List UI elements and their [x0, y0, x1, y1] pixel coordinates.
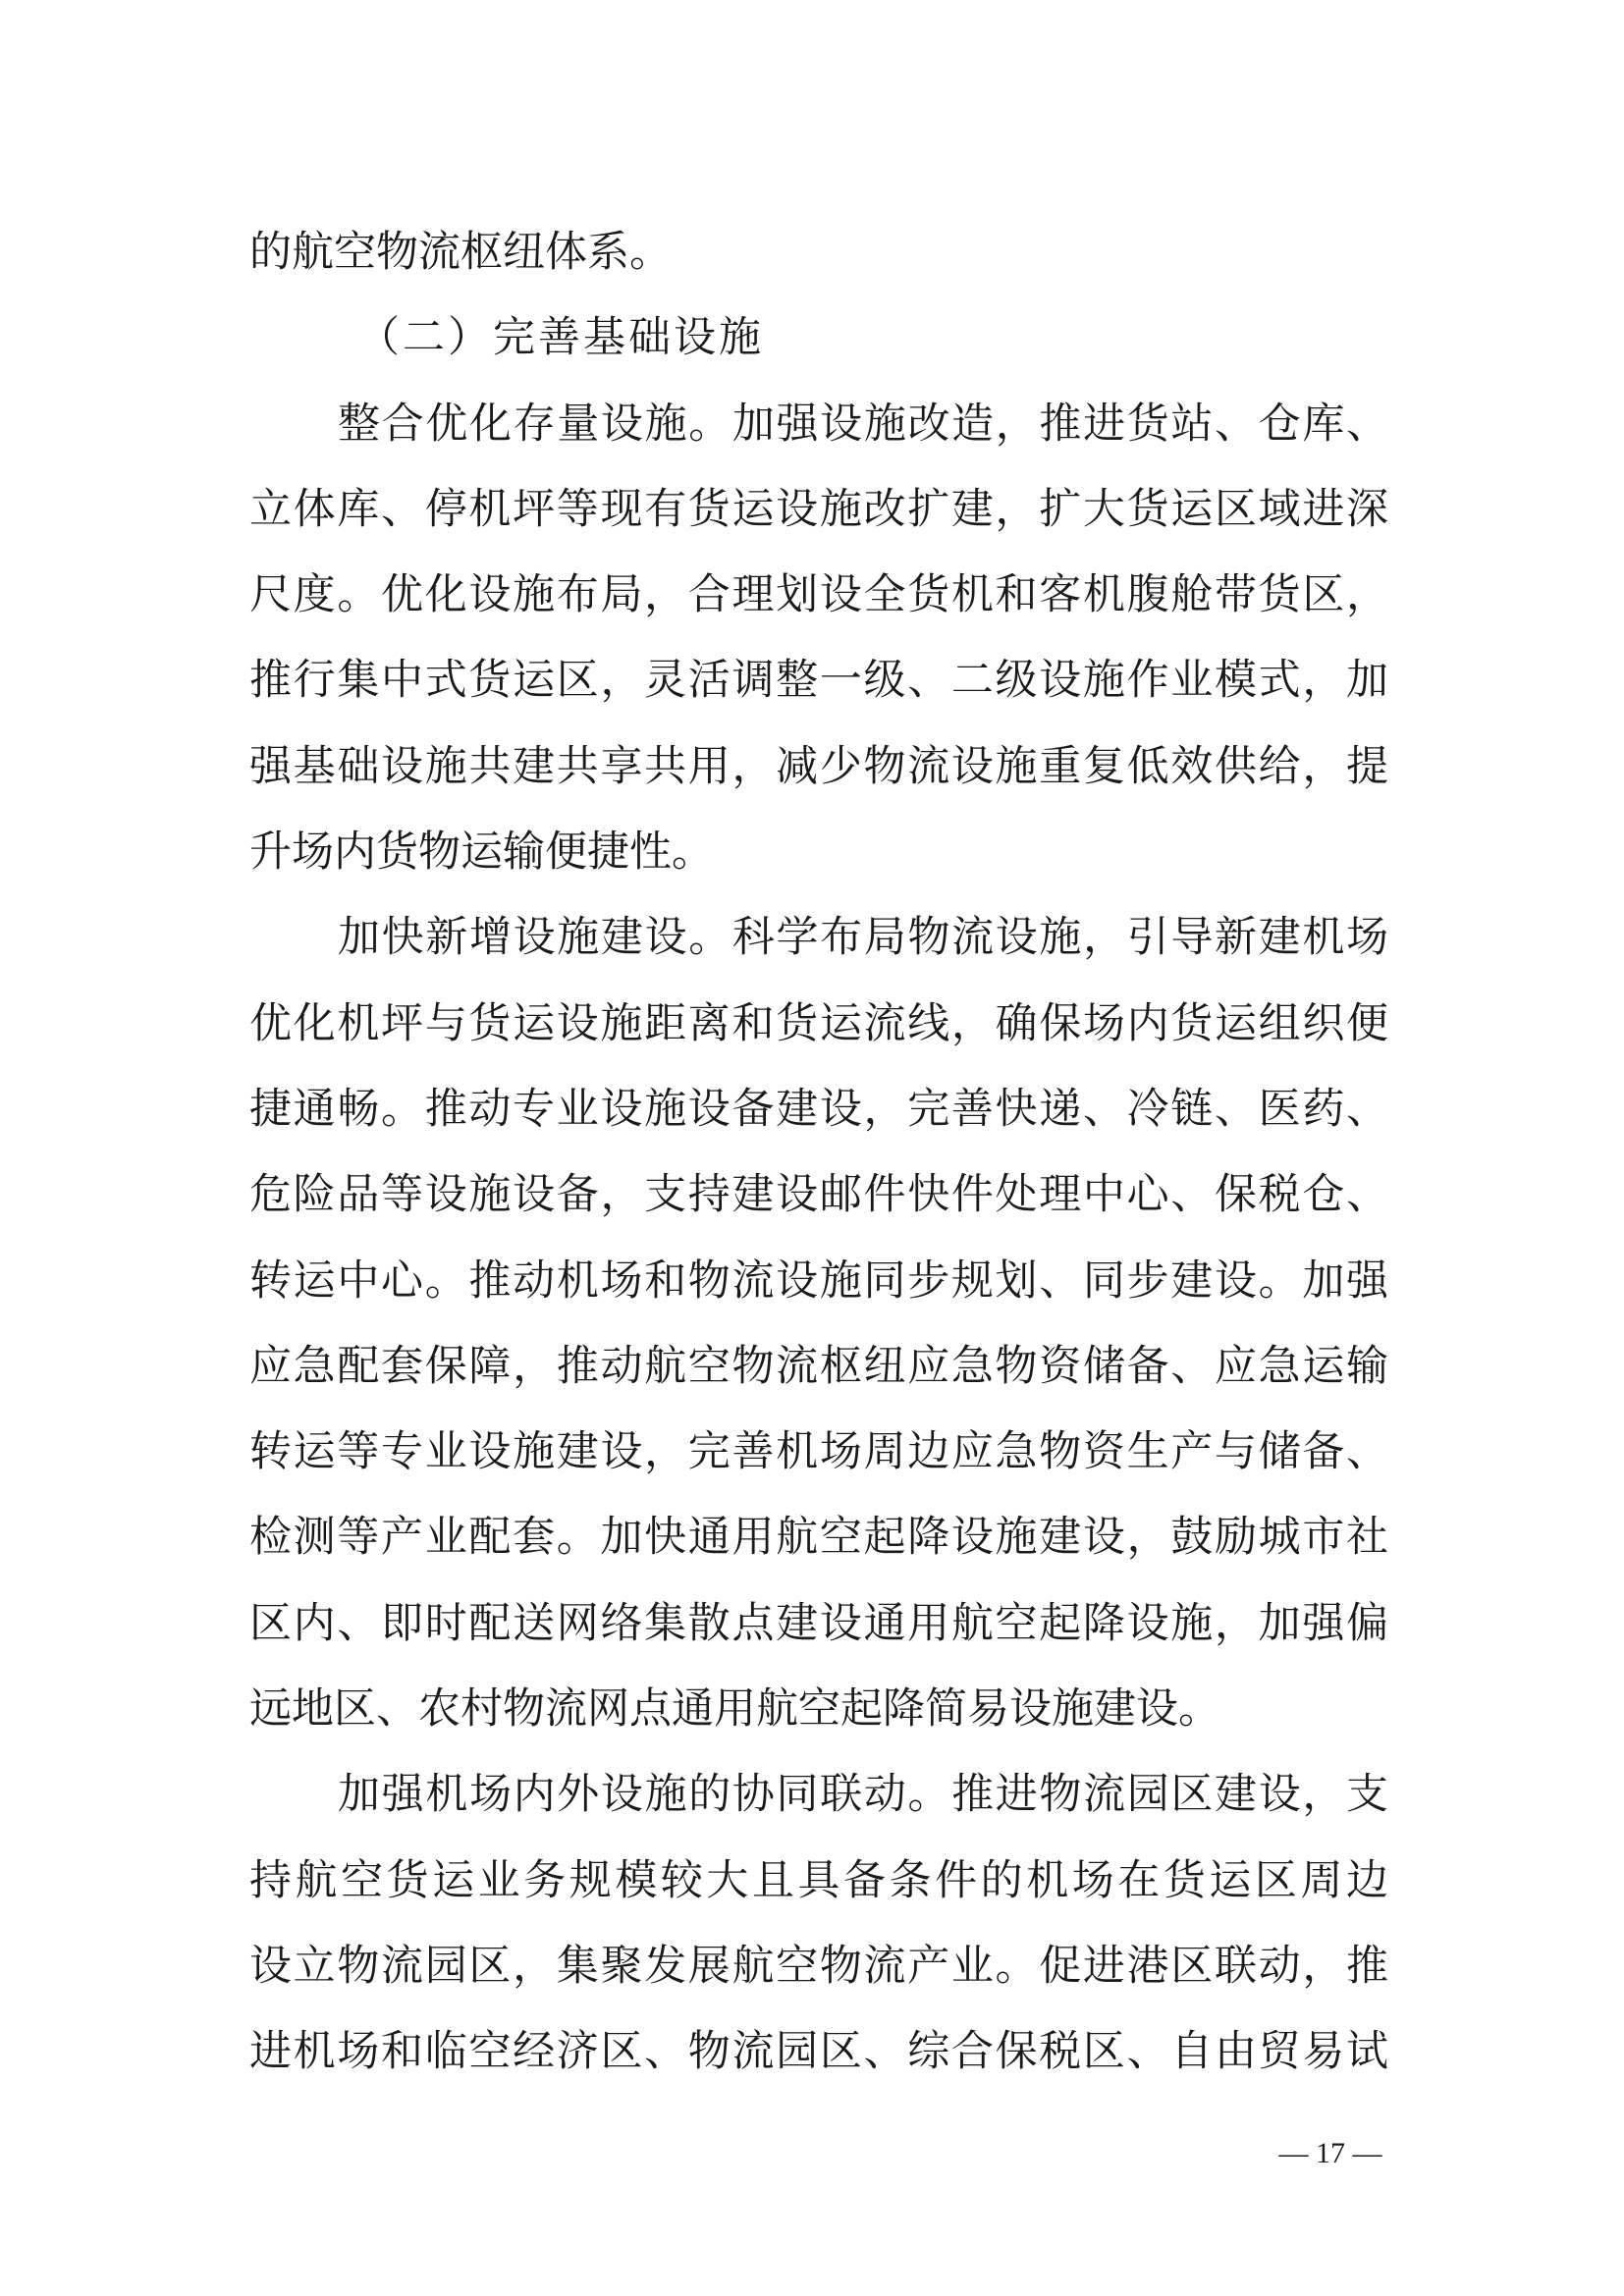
- text-line: 转运中心。推动机场和物流设施同步规划、同步建设。加强: [249, 1255, 1388, 1306]
- text-line: 设立物流园区，集聚发展航空物流产业。促进港区联动，推: [249, 1941, 1388, 1991]
- text-line: 进机场和临空经济区、物流园区、综合保税区、自由贸易试: [249, 2027, 1388, 2077]
- text-line: 远地区、农村物流网点通用航空起降简易设施建设。: [249, 1684, 1220, 1735]
- text-line: 应急配套保障，推动航空物流枢纽应急物资储备、应急运输: [249, 1341, 1388, 1391]
- page-number: — 17 —: [1278, 2137, 1382, 2169]
- text-line: 危险品等设施设备，支持建设邮件快件处理中心、保税仓、: [249, 1170, 1388, 1220]
- body-text: [249, 210, 1388, 2096]
- text-line: 优化机坪与货运设施距离和货运流线，确保场内货运组织便: [249, 998, 1388, 1048]
- text-line: 检测等产业配套。加快通用航空起降设施建设，鼓励城市社: [249, 1513, 1388, 1563]
- text-line: 强基础设施共建共享共用，减少物流设施重复低效供给，提: [249, 741, 1388, 791]
- text-line: 转运等专业设施建设，完善机场周边应急物资生产与储备、: [249, 1427, 1388, 1477]
- text-line: 立体库、停机坪等现有货运设施改扩建，扩大货运区域进深: [249, 484, 1388, 534]
- text-line: 尺度。优化设施布局，合理划设全货机和客机腹舱带货区，: [249, 570, 1388, 620]
- text-line: 捷通畅。推动专业设施设备建设，完善快递、冷链、医药、: [249, 1084, 1388, 1134]
- text-line: 区内、即时配送网络集散点建设通用航空起降设施，加强偏: [249, 1598, 1388, 1648]
- section-heading: （二）完善基础设施: [357, 313, 764, 363]
- text-line: 升场内货物运输便捷性。: [249, 828, 714, 878]
- text-line: 的航空物流枢纽体系。: [249, 228, 672, 277]
- text-line: 加强机场内外设施的协同联动。推进物流园区建设，支: [338, 1770, 1388, 1820]
- text-line: 持航空货运业务规模较大且具备条件的机场在货运区周边: [249, 1855, 1388, 1905]
- text-line: 整合优化存量设施。加强设施改造，推进货站、仓库、: [338, 399, 1388, 449]
- text-line: 推行集中式货运区，灵活调整一级、二级设施作业模式，加: [249, 656, 1388, 706]
- text-line: 加快新增设施建设。科学布局物流设施，引导新建机场: [338, 913, 1388, 963]
